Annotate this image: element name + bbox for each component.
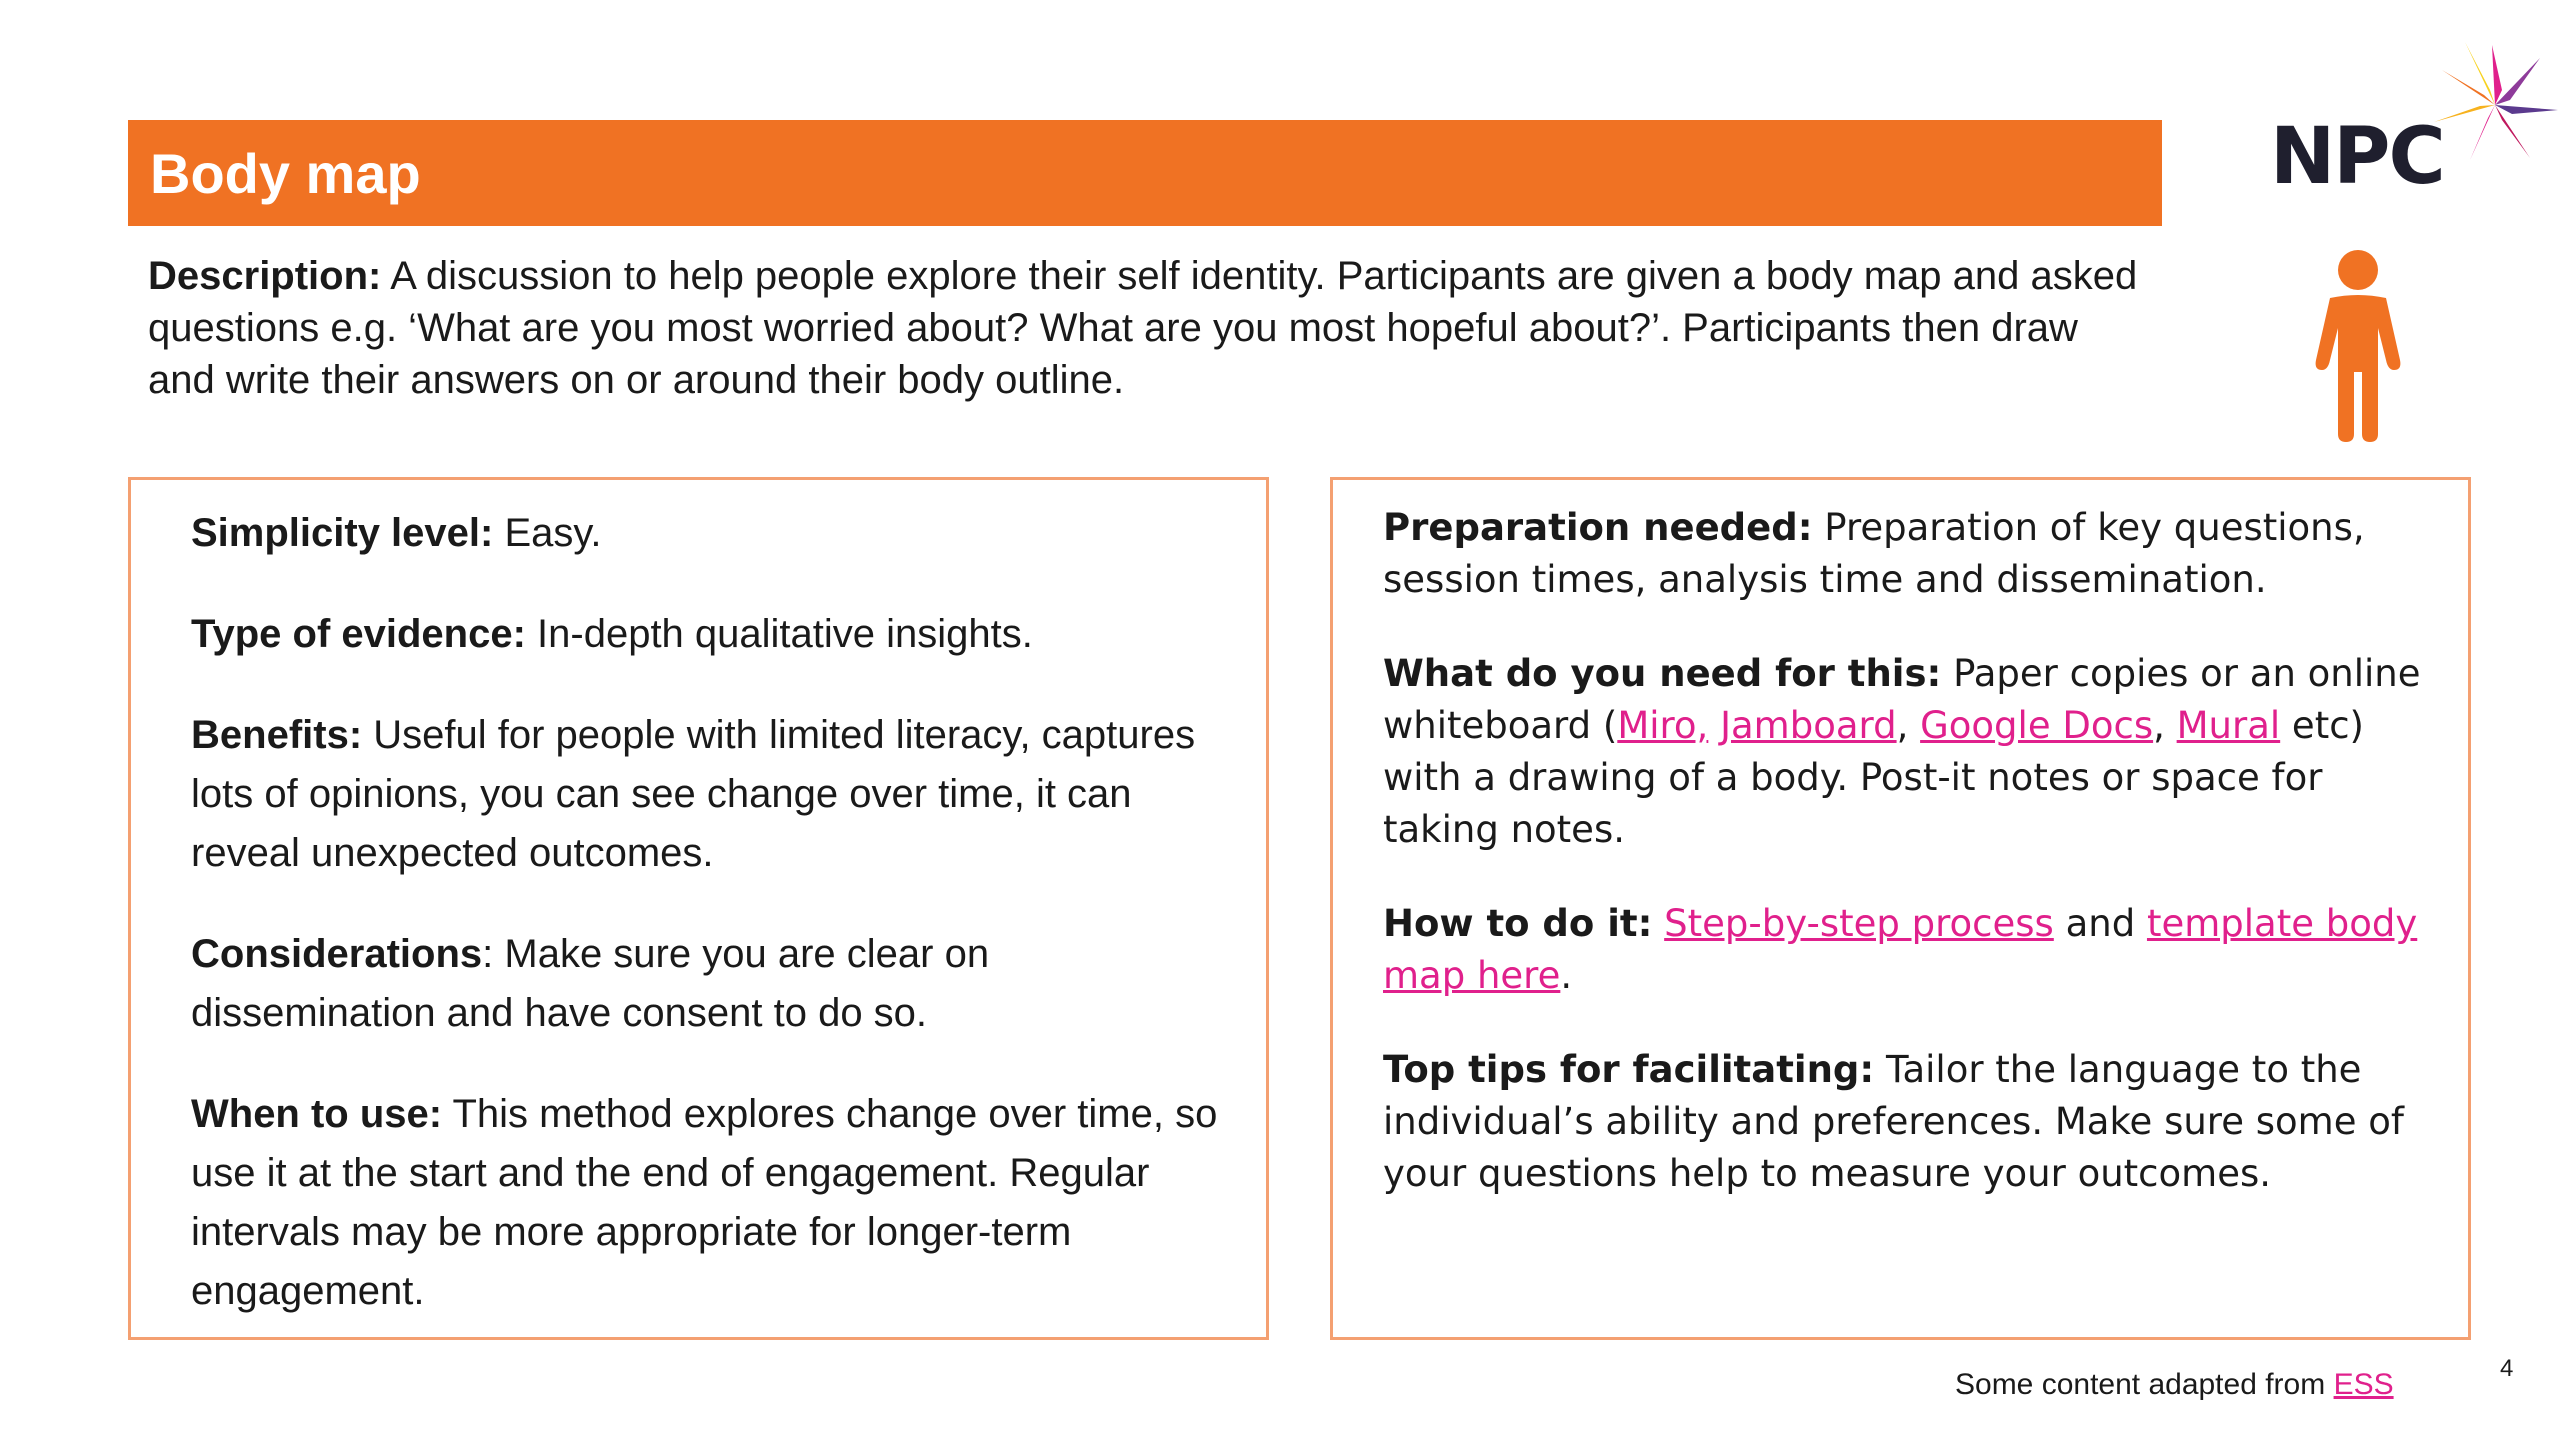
how-end: . [1560, 954, 1573, 997]
tips-label: Top tips for facilitating: [1383, 1048, 1875, 1091]
page-title: Body map [150, 141, 421, 205]
description [148, 250, 2148, 406]
logo-text: NPC [2270, 112, 2444, 202]
when-label: When to use: [191, 1092, 443, 1136]
preparation-label: Preparation needed: [1383, 506, 1813, 549]
simplicity-text: Easy. [493, 511, 602, 555]
simplicity-item [191, 504, 1236, 563]
description-label: Description: [148, 254, 382, 298]
miro-link[interactable]: Miro, [1617, 704, 1709, 747]
jamboard-link[interactable]: Jamboard [1720, 704, 1897, 747]
preparation-text: Preparation of key questions, session times, analysis time and dissemination. [1383, 506, 2365, 601]
need-sep2: , [2153, 704, 2177, 747]
how-label: How to do it: [1383, 902, 1653, 945]
google-docs-link[interactable]: Google Docs [1920, 704, 2154, 747]
considerations-label: Considerations [191, 932, 483, 976]
need-text-before: Paper copies or an online whiteboard ( [1383, 652, 2421, 747]
left-panel [128, 477, 1269, 1340]
benefits-item [191, 706, 1236, 883]
preparation-item [1383, 502, 2428, 606]
how-space [1652, 902, 1664, 945]
when-item [191, 1085, 1236, 1321]
step-by-step-link[interactable]: Step-by-step process [1664, 902, 2054, 945]
evidence-item [191, 605, 1236, 664]
title-bar [128, 120, 2162, 226]
benefits-text: Useful for people with limited literacy, captures lots of opinions, you can see change over time, it can reveal unexpected outcomes. [191, 713, 1196, 875]
need-label: What do you need for this: [1383, 652, 1942, 695]
need-text-after: etc) with a drawing of a body. Post-it notes or space for taking notes. [1383, 704, 2364, 851]
how-mid: and [2053, 902, 2147, 945]
description-text: A discussion to help people explore their self identity. Participants are given a body map and asked questions e.g. ‘What are you most worried about? What are you most hopeful about?’. Participants then draw and write their answers on or around their body outline. [148, 254, 2138, 402]
npc-star-logo-icon [2430, 40, 2560, 170]
footer-text: Some content adapted from [1955, 1368, 2334, 1401]
considerations-text: : Make sure you are clear on dissemination and have consent to do so. [191, 932, 990, 1035]
considerations-item [191, 925, 1236, 1043]
need-item [1383, 648, 2428, 856]
how-item [1383, 898, 2428, 1002]
footer-attribution [1955, 1368, 2394, 1402]
page-number: 4 [2500, 1355, 2514, 1382]
mural-link[interactable]: Mural [2176, 704, 2281, 747]
ess-link[interactable]: ESS [2333, 1368, 2394, 1401]
right-panel [1330, 477, 2471, 1340]
template-body-map-link[interactable]: template body map here [1383, 902, 2418, 997]
evidence-text: In-depth qualitative insights. [525, 612, 1033, 656]
benefits-label: Benefits: [191, 713, 363, 757]
when-text: This method explores change over time, so use it at the start and the end of engagement. Regular intervals may be more appropriate for longer-term engagement. [191, 1092, 1218, 1313]
tips-item [1383, 1044, 2428, 1200]
tips-text: Tailor the language to the individual’s ability and preferences. Make sure some of your questions help to measure your outcomes. [1383, 1048, 2404, 1195]
evidence-label: Type of evidence: [191, 612, 526, 656]
simplicity-label: Simplicity level: [191, 511, 494, 555]
need-sep1: , [1896, 704, 1921, 747]
person-icon [2308, 248, 2408, 442]
npc-logo [2262, 40, 2560, 202]
